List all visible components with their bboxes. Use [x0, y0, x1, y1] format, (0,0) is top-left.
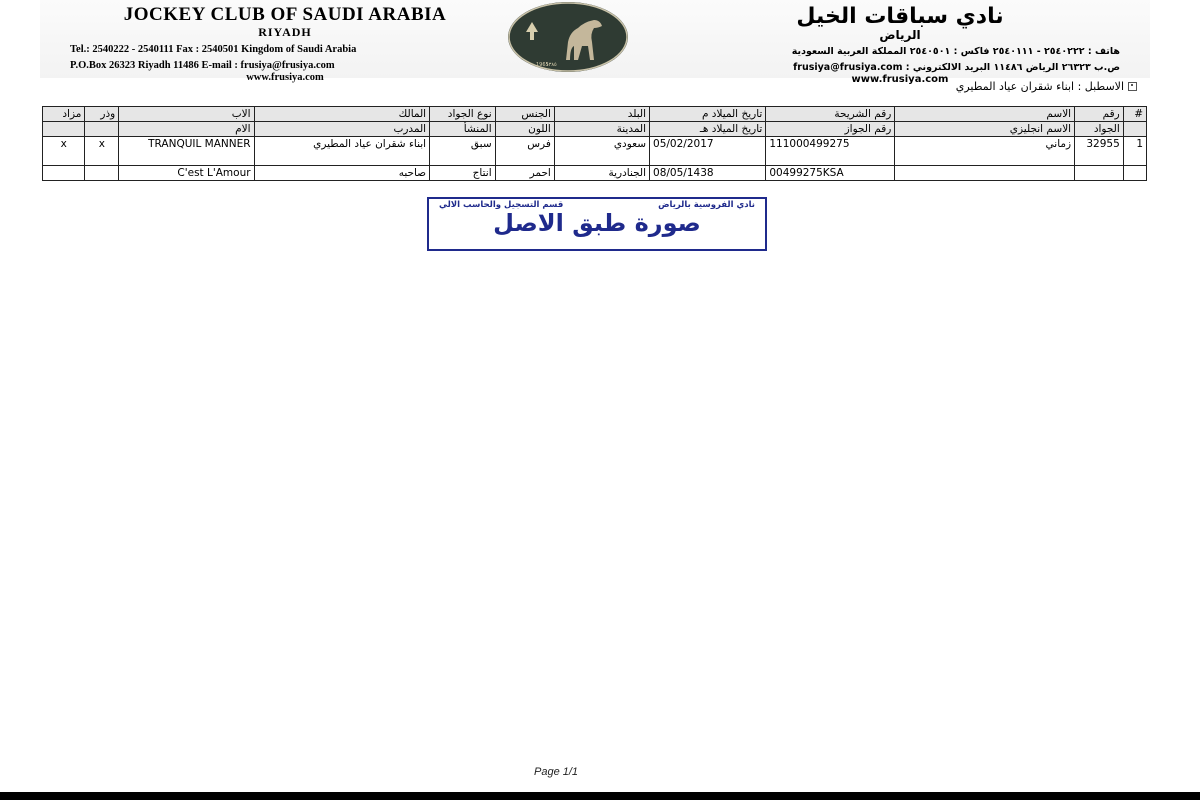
letterhead-arabic [680, 4, 1120, 86]
header-cell: الجنس [495, 107, 554, 122]
table-row [43, 166, 1147, 181]
contact-line-en-2: P.O.Box 26323 Riyadh 11486 E-mail : frusiya@frusiya.com [70, 60, 335, 71]
header-cell: رقم [1075, 107, 1124, 122]
header-cell [1123, 122, 1146, 137]
table-cell [1123, 166, 1146, 181]
table-cell: 32955 [1075, 137, 1124, 166]
table-cell: x [85, 137, 119, 166]
table-row [43, 137, 1147, 166]
header-cell: البلد [554, 107, 649, 122]
stable-label: الاسطبل : ابناء شقران عياد المطيري [955, 80, 1124, 93]
expand-box-icon [1128, 82, 1137, 91]
table-cell: 00499275KSA [766, 166, 895, 181]
header-cell: مزاد [43, 107, 85, 122]
header-cell: رقم الجواز [766, 122, 895, 137]
header-cell: المنشأ [430, 122, 496, 137]
header-cell: الام [119, 122, 254, 137]
table-cell: 1 [1123, 137, 1146, 166]
header-cell: اللون [495, 122, 554, 137]
contact-line-en-1: Tel.: 2540222 - 2540111 Fax : 2540501 Kingdom of Saudi Arabia [70, 44, 357, 55]
contact-line-ar-2: ص.ب ٢٦٣٢٣ الرياض ١١٤٨٦ البريد الالكتروني : frusiya@frusiya.com [793, 62, 1120, 73]
stamp-org: نادي الفروسية بالرياض [658, 200, 755, 210]
table-cell: TRANQUIL MANNER [119, 137, 254, 166]
bottom-edge-bar [0, 792, 1200, 800]
header-cell: نوع الجواد [430, 107, 496, 122]
header-cell [85, 122, 119, 137]
emblem-year-left: 1965 [536, 62, 549, 68]
table-cell: زماني [895, 137, 1075, 166]
certified-copy-stamp [427, 197, 767, 251]
table-header-row-2 [43, 122, 1147, 137]
contact-line-ar-1: هاتف : ٢٥٤٠٢٢٢ - ٢٥٤٠١١١ فاكس : ٢٥٤٠٥٠١ المملكة العربية السعودية [791, 46, 1120, 57]
table-cell: الجنادرية [554, 166, 649, 181]
table-cell: سبق [430, 137, 496, 166]
table-cell: C'est L'Amour [119, 166, 254, 181]
stamp-department: قسم التسجيل والحاسب الالي [439, 200, 564, 210]
header-cell: تاريخ الميلاد م [650, 107, 766, 122]
club-city-ar: الرياض [879, 28, 921, 42]
table-cell [85, 166, 119, 181]
table-header-row-1 [43, 107, 1147, 122]
table-cell [895, 166, 1075, 181]
table-cell: فرس [495, 137, 554, 166]
table-cell: 05/02/2017 [650, 137, 766, 166]
club-name-ar: نادي سباقات الخيل [796, 4, 1004, 29]
document-page [40, 0, 1150, 790]
table-cell [43, 166, 85, 181]
club-city-en: RIYADH [258, 25, 312, 39]
table-cell: انتاج [430, 166, 496, 181]
table-cell: 08/05/1438 [650, 166, 766, 181]
table-cell: سعودي [554, 137, 649, 166]
stable-line [956, 80, 1137, 93]
emblem-year-right: ١٣٨٥ [546, 62, 557, 68]
header-cell: الاب [119, 107, 254, 122]
header-cell: المدرب [254, 122, 430, 137]
header-cell: المدينة [554, 122, 649, 137]
header-cell: الاسم [895, 107, 1075, 122]
table-cell: 111000499275 [766, 137, 895, 166]
table-cell: احمر [495, 166, 554, 181]
table-cell: ابناء شقران عياد المطيري [254, 137, 430, 166]
club-name-en: JOCKEY CLUB OF SAUDI ARABIA [123, 4, 447, 25]
table-cell: صاحبه [254, 166, 430, 181]
website-en: www.frusiya.com [246, 72, 324, 83]
header-cell: رقم الشريحة [766, 107, 895, 122]
header-cell: الاسم انجليزي [895, 122, 1075, 137]
header-cell: وذر [85, 107, 119, 122]
horse-table [42, 106, 1147, 181]
header-cell [43, 122, 85, 137]
header-cell: تاريخ الميلاد هـ [650, 122, 766, 137]
page-number: Page 1/1 [534, 766, 579, 778]
letterhead-english [70, 4, 500, 84]
header-cell: الجواد [1075, 122, 1124, 137]
table-cell [1075, 166, 1124, 181]
header-cell: المالك [254, 107, 430, 122]
table-cell: x [43, 137, 85, 166]
club-emblem-icon [508, 2, 628, 72]
header-cell: # [1123, 107, 1146, 122]
website-ar: www.frusiya.com [851, 74, 949, 85]
stamp-text: صورة طبق الاصل [493, 209, 701, 237]
